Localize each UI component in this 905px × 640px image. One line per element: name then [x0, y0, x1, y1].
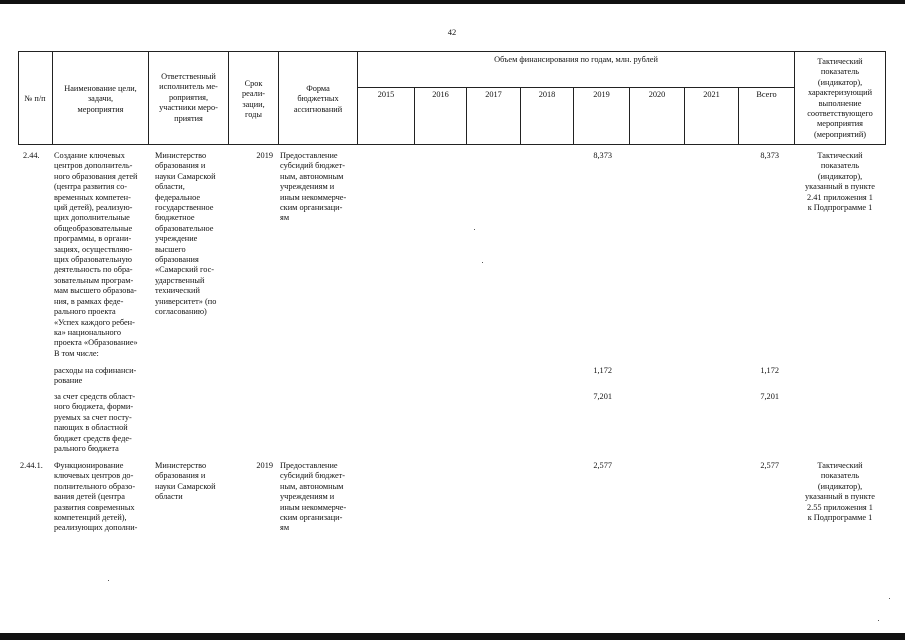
row-2-44-1-term: 2019	[256, 461, 273, 470]
row-2-44-1-name: Функционирование ключевых центров до- полнительного образо- вания детей (центра развития современных компетенций детей), реализующих дополни-	[54, 461, 138, 533]
row-2-44-1-num: 2.44.1.	[20, 461, 43, 470]
row-2-44-2019: 8,373	[593, 151, 612, 160]
row-regional-total: 7,201	[760, 392, 779, 401]
header-term: Срок реали- зации, годы	[241, 79, 266, 120]
header-total: Всего	[756, 90, 777, 99]
row-2-44-executor: Министерство образования и науки Самарской области, федеральное государственное бюджетное образовательное учреждение высшего образования «Самарский гос- ударственный технический университет» (по согласованию)	[155, 151, 217, 317]
scan-speck	[108, 580, 109, 581]
table-border-years-top	[358, 87, 795, 88]
header-name: Наименование цели, задачи, мероприятия	[64, 84, 137, 114]
header-year-2020: 2020	[648, 90, 666, 99]
header-year-2018: 2018	[538, 90, 556, 99]
row-cofinancing-2019: 1,172	[593, 366, 612, 375]
header-year-2015: 2015	[377, 90, 395, 99]
header-indicator: Тактический показатель (индикатор), характеризующий выполнение соответствующего мероприятия (мероприятий)	[807, 57, 873, 139]
row-2-44-total: 8,373	[760, 151, 779, 160]
row-2-44-1-indicator: Тактический показатель (индикатор), указанный в пункте 2.55 приложения 1 к Подпрограмме 1	[805, 461, 875, 523]
row-2-44-num: 2.44.	[23, 151, 40, 160]
header-year-2017: 2017	[485, 90, 502, 99]
row-2-44-1-total: 2,577	[760, 461, 779, 470]
row-cofinancing-total: 1,172	[760, 366, 779, 375]
row-regional-name: за счет средств област- ного бюджета, форми- руемых за счет посту- пающих в областной бюджет средств феде- рального бюджета	[54, 392, 136, 454]
row-regional-2019: 7,201	[593, 392, 612, 401]
page-number: 42	[447, 27, 457, 37]
row-2-44-1-2019: 2,577	[593, 461, 612, 470]
row-sub-header: В том числе:	[54, 349, 99, 358]
row-cofinancing-name: расходы на софинанси- рование	[54, 366, 137, 386]
table-border-right	[885, 51, 886, 145]
header-year-2016: 2016	[432, 90, 449, 99]
row-2-44-name: Создание ключевых центров дополнитель- ного образования детей (центра развития со- временных компетен- ций детей), реализую- щих дополнительные общеобразовательные программы, в органи- зациях, осуществляю- щих образовательную деятельность по обра- зовательным програм- мам высшего образова- ния, в рамках феде- рального проекта «Успех каждого ребен- ка» национального проекта «Образование»	[54, 151, 138, 348]
header-finance: Объем финансирования по годам, млн. рублей	[494, 55, 658, 64]
scan-speck	[878, 620, 879, 621]
header-year-2021: 2021	[703, 90, 720, 99]
header-year-2019: 2019	[593, 90, 610, 99]
header-num: № п/п	[24, 94, 46, 103]
row-2-44-1-executor: Министерство образования и науки Самарской области	[155, 461, 216, 502]
scan-bottom-border	[0, 633, 905, 640]
scan-speck	[474, 229, 475, 230]
scan-top-border	[0, 0, 905, 4]
row-2-44-form: Предоставление субсидий бюджет- ным, автономным учреждениям и иным некоммерче- ским организаци- ям	[280, 151, 347, 223]
row-2-44-term: 2019	[256, 151, 273, 160]
header-form: Форма бюджетных ассигнований	[293, 84, 343, 114]
scan-speck	[482, 262, 483, 263]
scan-speck	[889, 598, 890, 599]
row-2-44-1-form: Предоставление субсидий бюджет- ным, автономным учреждениям и иным некоммерче- ским организаци- ям	[280, 461, 347, 533]
row-2-44-indicator: Тактический показатель (индикатор), указанный в пункте 2.41 приложения 1 к Подпрограмме 1	[805, 151, 875, 213]
header-executor: Ответственный исполнитель ме- роприятия, участники меро- приятия	[159, 72, 218, 123]
